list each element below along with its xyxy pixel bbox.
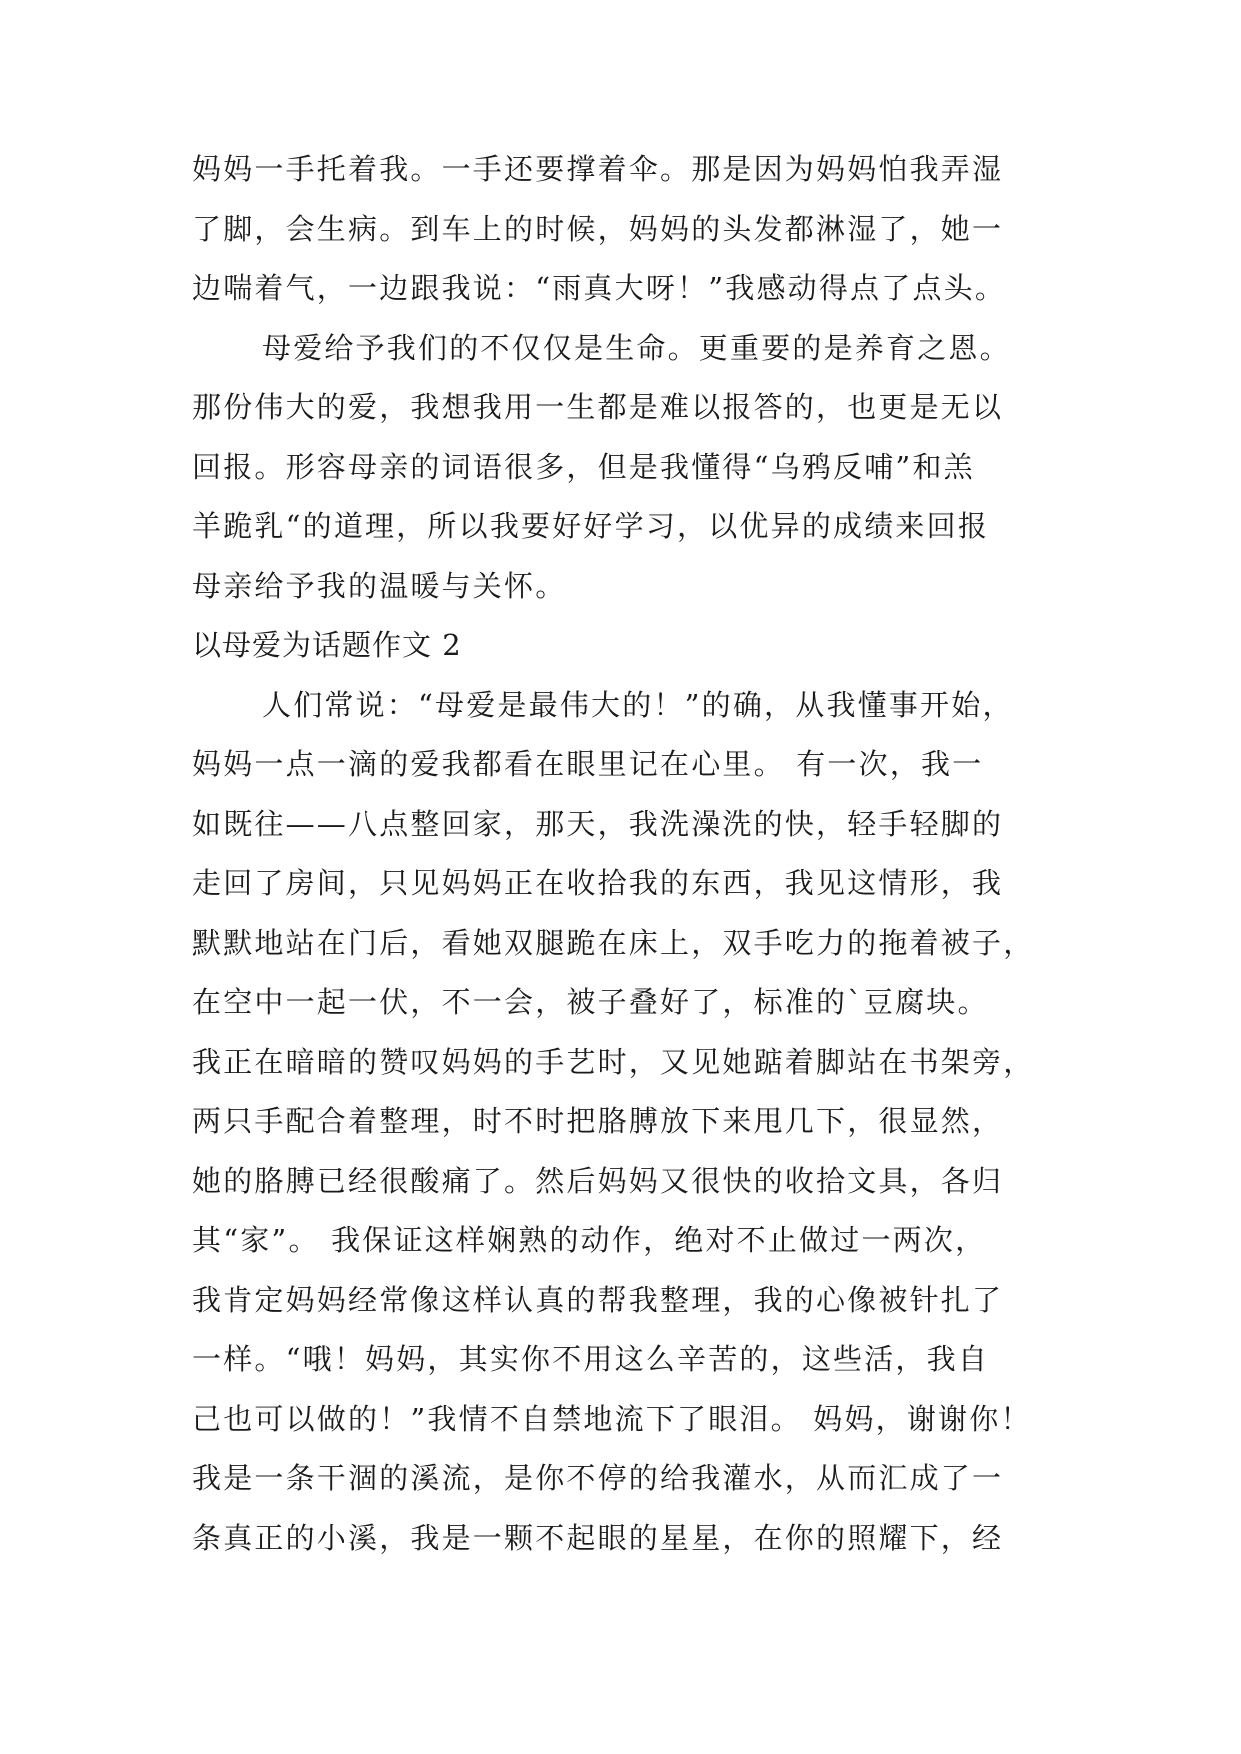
text-line: 了脚，会生病。到车上的时候，妈妈的头发都淋湿了，她一 bbox=[192, 211, 1004, 246]
text-line: 她的胳膊已经很酸痛了。然后妈妈又很快的收拾文具，各归 bbox=[192, 1163, 1004, 1198]
text-line: 妈妈一手托着我。一手还要撑着伞。那是因为妈妈怕我弄湿 bbox=[192, 152, 1004, 186]
text-line: 回报。形容母亲的词语很多，但是我懂得“乌鸦反哺”和羔 bbox=[192, 449, 975, 484]
text-line: 其“家”。 我保证这样娴熟的动作，绝对不止做过一两次， bbox=[192, 1223, 987, 1257]
text-line: 人们常说：“母爱是最伟大的！”的确，从我懂事开始， bbox=[262, 687, 1014, 722]
text-line: 羊跪乳“的道理，所以我要好好学习，以优异的成绩来回报 bbox=[192, 509, 990, 543]
text-line: 条真正的小溪，我是一颗不起眼的星星，在你的照耀下，经 bbox=[192, 1520, 1004, 1555]
paragraph-3 bbox=[192, 676, 1062, 1569]
text-line: 母爱给予我们的不仅仅是生命。更重要的是养育之恩。 bbox=[262, 330, 1011, 365]
text-line: 走回了房间，只见妈妈正在收拾我的东西，我见这情形，我 bbox=[192, 866, 1004, 900]
text-line: 两只手配合着整理，时不时把胳膊放下来甩几下，很显然， bbox=[192, 1104, 1004, 1138]
text-line: 一样。“哦！妈妈，其实你不用这么辛苦的，这些活，我自 bbox=[192, 1342, 990, 1376]
text-line: 如既往——八点整回家，那天，我洗澡洗的快，轻手轻脚的 bbox=[192, 806, 1004, 841]
text-line: 母亲给予我的温暖与关怀。 bbox=[192, 568, 567, 603]
text-line: 我正在暗暗的赞叹妈妈的手艺时，又见她踮着脚站在书架旁， bbox=[192, 1044, 1035, 1079]
text-line: 那份伟大的爱，我想我用一生都是难以报答的，也更是无以 bbox=[192, 390, 1004, 424]
text-line: 妈妈一点一滴的爱我都看在眼里记在心里。 有一次，我一 bbox=[192, 747, 984, 781]
paragraph-1 bbox=[192, 140, 1062, 319]
text-line: 我肯定妈妈经常像这样认真的帮我整理，我的心像被针扎了 bbox=[192, 1282, 1004, 1317]
paragraph-2 bbox=[192, 319, 1062, 617]
section-title: 以母爱为话题作文 2 bbox=[192, 628, 462, 662]
text-line: 我是一条干涸的溪流，是你不停的给我灌水，从而汇成了一 bbox=[192, 1461, 1004, 1495]
text-line: 己也可以做的！”我情不自禁地流下了眼泪。 妈妈，谢谢你！ bbox=[192, 1401, 1032, 1436]
text-line: 在空中一起一伏，不一会，被子叠好了，标准的`豆腐块。 bbox=[192, 985, 989, 1019]
text-line: 边喘着气，一边跟我说：“雨真大呀！”我感动得点了点头。 bbox=[192, 271, 1007, 305]
text-line: 默默地站在门后，看她双腿跪在床上，双手吃力的拖着被子， bbox=[192, 925, 1035, 960]
document-page bbox=[192, 140, 1062, 1568]
